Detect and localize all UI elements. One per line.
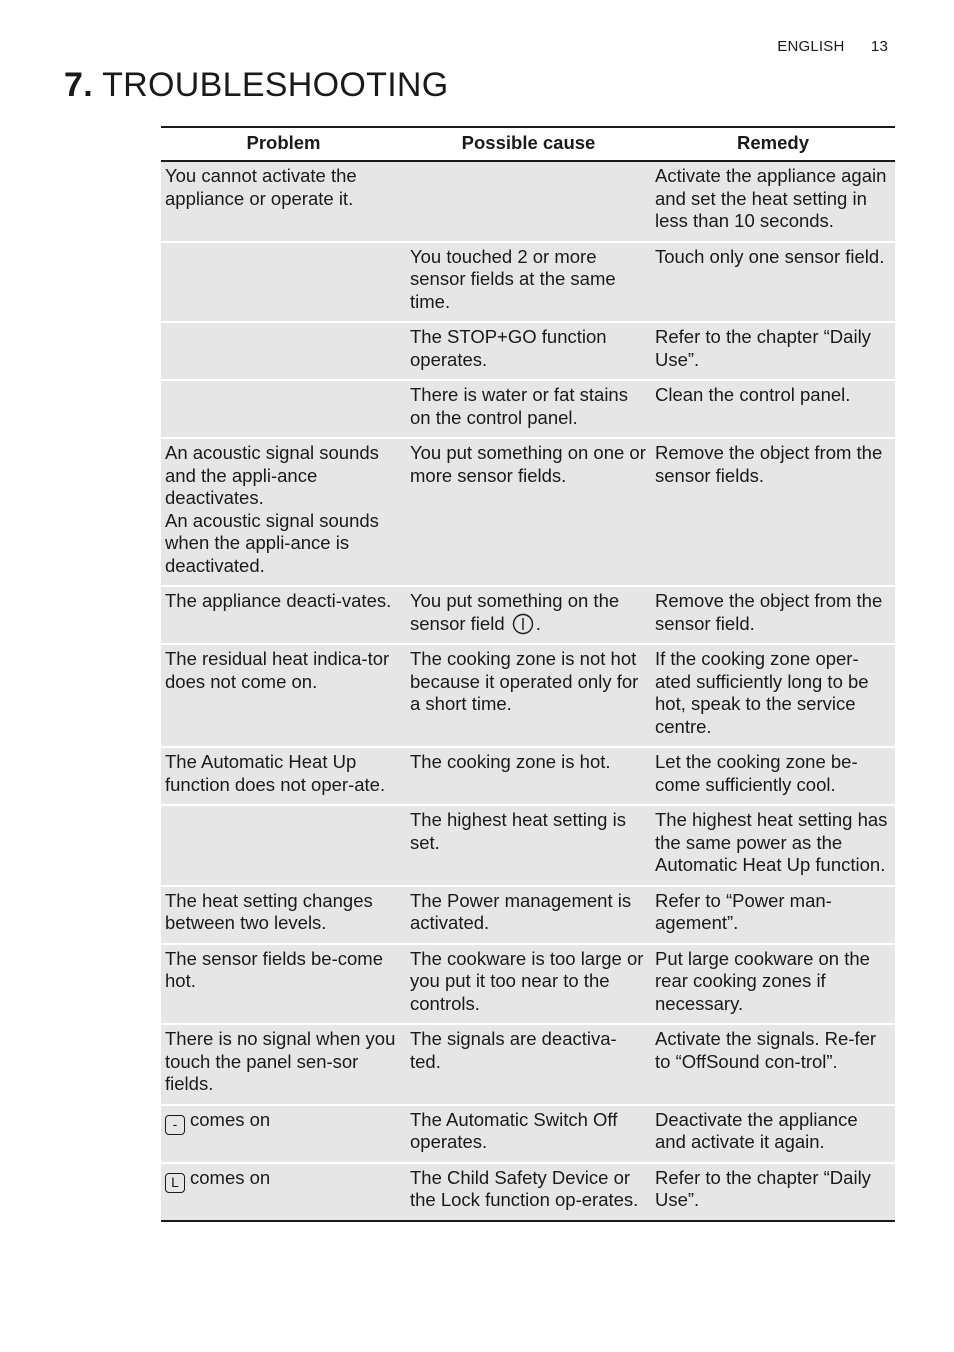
table-header-row [161,127,895,161]
problem-text: comes on [190,1166,271,1188]
cause-cell: The Child Safety Device or the Lock function op-erates. [406,1163,651,1221]
cause-cell: The highest heat setting is set. [406,805,651,886]
problem-cell [161,1163,406,1221]
table-row [161,586,895,644]
remedy-cell: Remove the object from the sensor field. [651,586,895,644]
cause-cell: The STOP+GO function operates. [406,322,651,380]
problem-cell [161,380,406,438]
problem-cell [161,242,406,323]
problem-cell [161,1105,406,1163]
cause-cell: You touched 2 or more sensor fields at the same time. [406,242,651,323]
column-header-remedy: Remedy [651,127,895,161]
page-number: 13 [870,38,888,55]
problem-cell [161,322,406,380]
problem-cell: The appliance deacti-vates. [161,586,406,644]
chapter-title [64,66,449,105]
chapter-number: 7. [64,66,93,104]
table-row [161,644,895,747]
problem-text: comes on [190,1108,271,1130]
cause-cell: The cookware is too large or you put it too near to the controls. [406,944,651,1025]
problem-cell: The residual heat indica-tor does not come on. [161,644,406,747]
cause-cell: The cooking zone is hot. [406,747,651,805]
problem-cell [161,438,406,586]
cause-cell: The cooking zone is not hot because it operated only for a short time. [406,644,651,747]
troubleshooting-table [161,126,895,1222]
table-row [161,322,895,380]
display-symbol-dash: - [165,1115,185,1135]
problem-cell: The Automatic Heat Up function does not oper-ate. [161,747,406,805]
remedy-cell: Deactivate the appliance and activate it again. [651,1105,895,1163]
table-row [161,161,895,242]
table-row [161,438,895,586]
problem-cell [161,805,406,886]
remedy-cell: If the cooking zone oper-ated sufficiently long to be hot, speak to the service centre. [651,644,895,747]
problem-cell: You cannot activate the appliance or operate it. [161,161,406,242]
remedy-cell: Activate the signals. Re-fer to “OffSound con-trol”. [651,1024,895,1105]
problem-cell: The sensor fields be-come hot. [161,944,406,1025]
problem-text-secondary: An acoustic signal sounds when the appli-ance is deactivated. [165,509,379,576]
remedy-cell: Remove the object from the sensor fields. [651,438,895,586]
table-row [161,1105,895,1163]
cause-cell: You put something on one or more sensor fields. [406,438,651,586]
header-language: ENGLISH [777,38,845,55]
table-row [161,380,895,438]
cause-cell: There is water or fat stains on the control panel. [406,380,651,438]
column-header-cause: Possible cause [406,127,651,161]
problem-text: An acoustic signal sounds and the appli-ance deactivates. [165,442,379,508]
table-row [161,944,895,1025]
power-icon [512,613,534,635]
table-row [161,242,895,323]
column-header-problem: Problem [161,127,406,161]
cause-cell [406,161,651,242]
remedy-cell: Activate the appliance again and set the heat setting in less than 10 seconds. [651,161,895,242]
cause-suffix: . [535,612,541,634]
remedy-cell: The highest heat setting has the same power as the Automatic Heat Up function. [651,805,895,886]
cause-cell [406,586,651,644]
table-row [161,805,895,886]
remedy-cell: Put large cookware on the rear cooking zones if necessary. [651,944,895,1025]
remedy-cell: Touch only one sensor field. [651,242,895,323]
table-row [161,747,895,805]
cause-text: You put something on the sensor field [410,590,620,634]
remedy-cell: Clean the control panel. [651,380,895,438]
remedy-cell: Refer to the chapter “Daily Use”. [651,1163,895,1221]
remedy-cell: Refer to the chapter “Daily Use”. [651,322,895,380]
remedy-cell: Refer to “Power man-agement”. [651,886,895,944]
display-symbol-lock: L [165,1173,185,1193]
remedy-cell: Let the cooking zone be-come sufficiently cool. [651,747,895,805]
problem-cell: There is no signal when you touch the panel sen-sor fields. [161,1024,406,1105]
problem-cell: The heat setting changes between two levels. [161,886,406,944]
cause-cell: The Power management is activated. [406,886,651,944]
running-header [777,38,888,55]
cause-cell: The Automatic Switch Off operates. [406,1105,651,1163]
cause-cell: The signals are deactiva-ted. [406,1024,651,1105]
table-row [161,1024,895,1105]
table-row [161,1163,895,1221]
table-row [161,886,895,944]
chapter-heading: TROUBLESHOOTING [102,66,449,104]
